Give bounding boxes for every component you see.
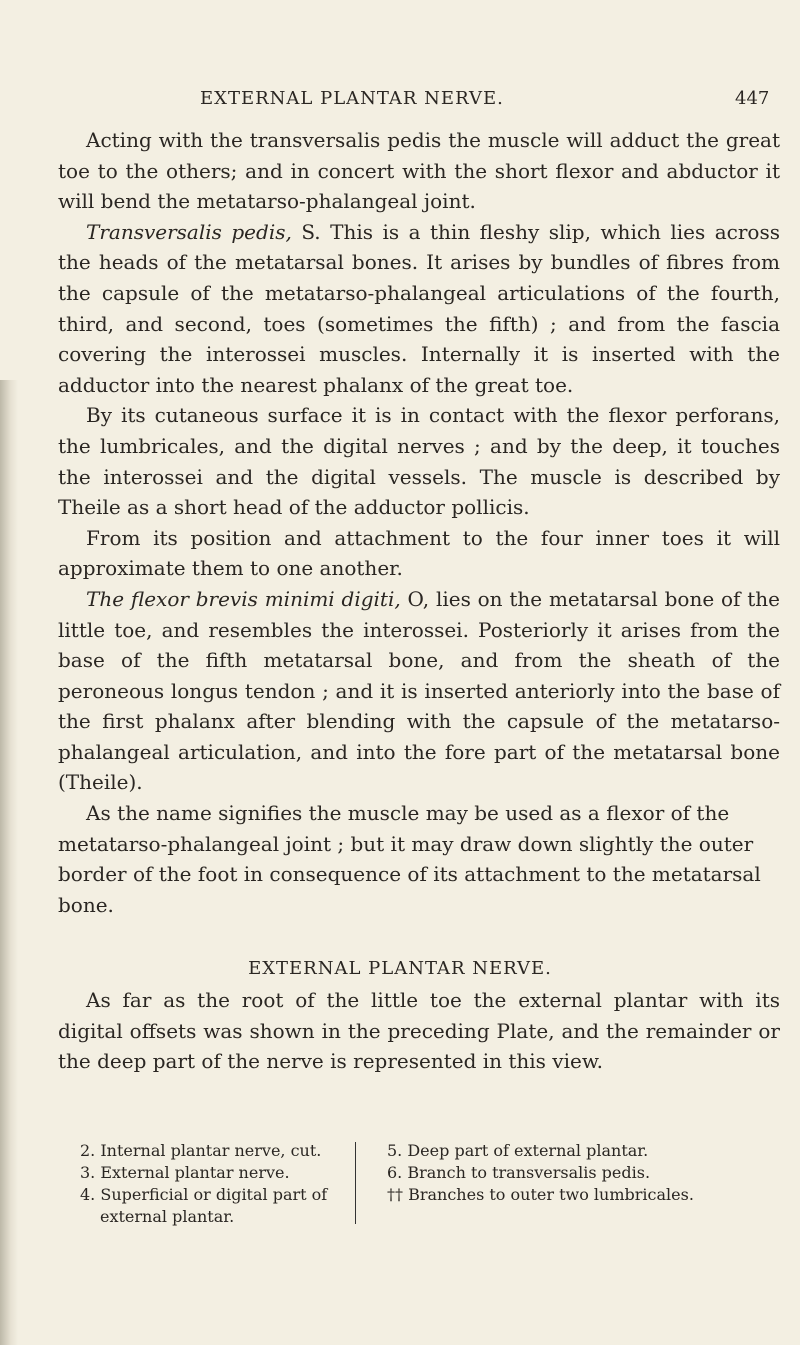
running-title: EXTERNAL PLANTAR NERVE. [200, 88, 504, 109]
section-heading: EXTERNAL PLANTAR NERVE. [248, 958, 552, 979]
flexor-letter: O, [407, 586, 430, 611]
legend-left-column [80, 1140, 340, 1228]
legend-item: 3. External plantar nerve. [80, 1163, 290, 1182]
binding-shadow [0, 380, 18, 1345]
paragraph-3: By its cutaneous surface it is in contact with the flexor perforans, the lumbricales, and the digital nerves ; and by the deep, it touches the interossei and the digital vessels. The muscle is described by Theile as a short head of the adductor pollicis. [58, 403, 780, 520]
paragraph-2-text: This is a thin fleshy slip, which lies across the heads of the metatarsal bones. It arises by bundles of fibres from the capsule of the metatarso-phalangeal articulations of the fourth, third, and second, toes (sometimes the fifth) ; and from the fascia covering the interossei muscles. Internally it is inserted with the adductor into the nearest phalanx of the great toe. [58, 219, 780, 397]
legend-right-column [387, 1140, 707, 1206]
paragraph-5 [58, 584, 780, 798]
paragraph-2 [58, 217, 780, 401]
section-paragraph: As far as the root of the little toe the external plantar with its digital offsets was shown in the preceding Plate, and the remainder or the deep part of the nerve is represented in this view. [58, 988, 780, 1074]
legend-item: 4. Superficial or digital part of external plantar. [80, 1185, 328, 1226]
body-text [58, 125, 780, 920]
legend-item: †† Branches to outer two lumbricales. [387, 1185, 694, 1204]
page-header [0, 88, 800, 118]
transversalis-letter: S. [301, 219, 321, 244]
paragraph-4: From its position and attachment to the four inner toes it will approximate them to one another. [58, 525, 780, 581]
paragraph-5-text: lies on the metatarsal bone of the little toe, and resembles the interossei. Posteriorly it arises from the base of the fifth metatarsal bone, and from the sheath of the peroneous longus tendon ; and it is inserted anteriorly into the base of the first phalanx after blending with the capsule of the metatarso-phalangeal articulation, and into the fore part of the metatarsal bone (Theile). [58, 586, 781, 795]
paragraph-6: As the name signifies the muscle may be used as a flexor of the metatarso-phalangeal joint ; but it may draw down slightly the outer border of the foot in consequence of its attachment to the metatarsal bone. [58, 801, 761, 917]
page-number: 447 [735, 88, 770, 109]
legend-item: 6. Branch to transversalis pedis. [387, 1163, 651, 1182]
transversalis-title: Transversalis pedis, [86, 219, 292, 244]
legend-divider [355, 1142, 356, 1224]
section-text [58, 985, 780, 1077]
legend-item: 2. Internal plantar nerve, cut. [80, 1141, 322, 1160]
flexor-title: The flexor brevis minimi digiti, [86, 586, 401, 611]
legend-item: 5. Deep part of external plantar. [387, 1141, 649, 1160]
paragraph-1: Acting with the transversalis pedis the muscle will adduct the great toe to the others; and in concert with the short flexor and abductor it will bend the metatarso-phalangeal joint. [58, 128, 780, 214]
